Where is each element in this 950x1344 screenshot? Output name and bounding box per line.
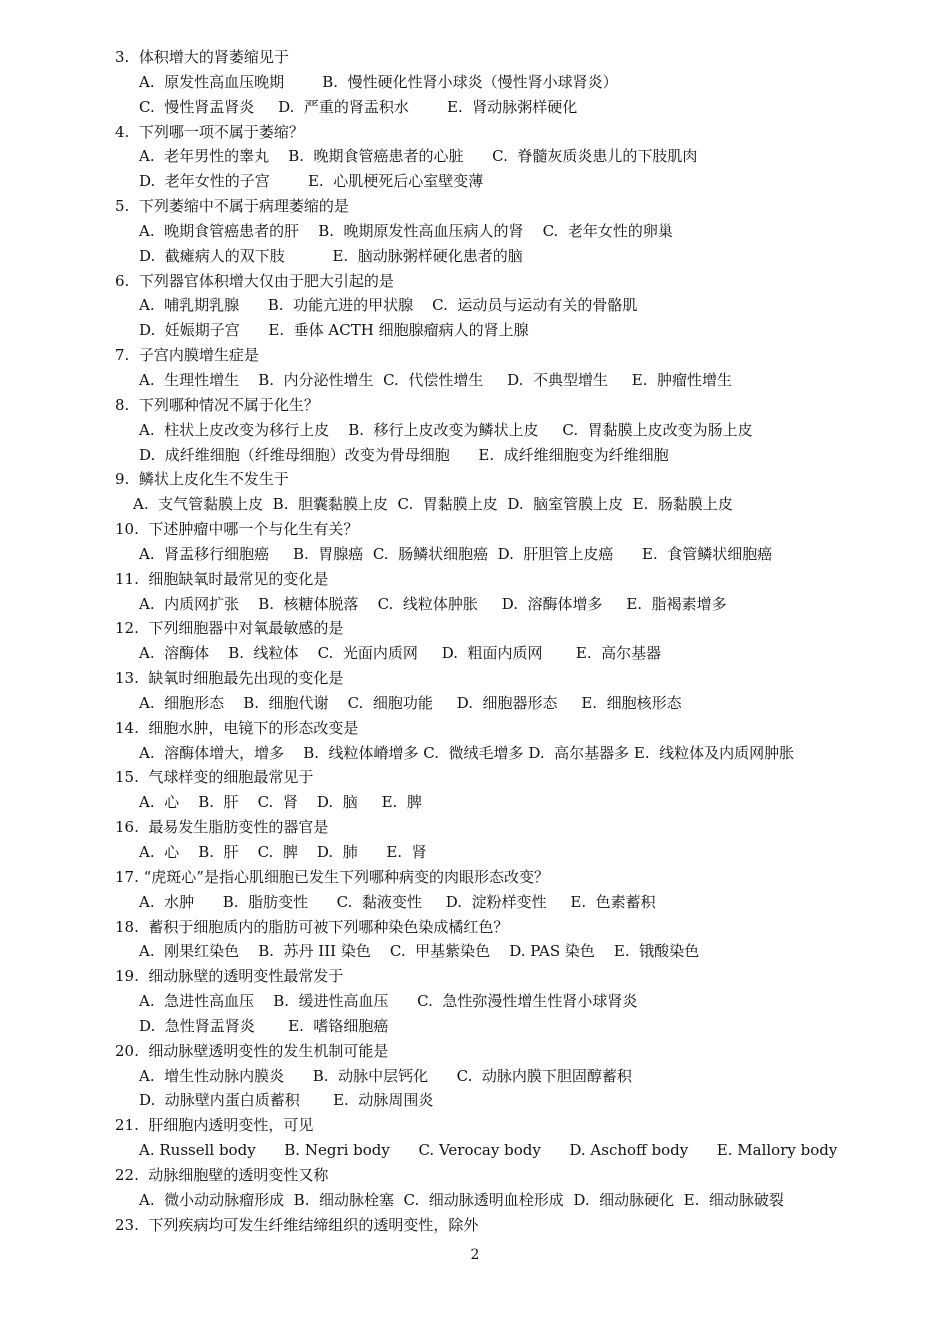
answer-options: C. 慢性肾盂肾炎 D. 严重的肾盂积水 E. 肾动脉粥样硬化	[139, 97, 578, 116]
answer-options: A. 生理性增生 B. 内分泌性增生 C. 代偿性增生 D. 不典型增生 E. 肿瘤性增生	[139, 370, 733, 389]
answer-options: A. 刚果红染色 B. 苏丹 III 染色 C. 甲基紫染色 D. PAS 染色 E. 锇酸染色	[139, 942, 700, 961]
answer-options: A. 急进性高血压 B. 缓进性高血压 C. 急性弥漫性增生性肾小球肾炎	[139, 992, 638, 1011]
answer-options: D. 老年女性的子宫 E. 心肌梗死后心室壁变薄	[139, 172, 484, 191]
answer-options: A. 肾盂移行细胞癌 B. 胃腺癌 C. 肠鳞状细胞癌 D. 肝胆管上皮癌 E. 食管鳞状细胞癌	[139, 544, 773, 563]
answer-options: A. 支气管黏膜上皮 B. 胆囊黏膜上皮 C. 胃黏膜上皮 D. 脑室管膜上皮 E. 肠黏膜上皮	[133, 495, 733, 514]
question-stem: 15. 气球样变的细胞最常见于	[115, 768, 314, 787]
answer-options: A. 柱状上皮改变为移行上皮 B. 移行上皮改变为鳞状上皮 C. 胃黏膜上皮改变为肠上皮	[139, 420, 753, 439]
answer-options: A. 水肿 B. 脂肪变性 C. 黏液变性 D. 淀粉样变性 E. 色素蓄积	[139, 892, 656, 911]
question-stem: 21. 肝细胞内透明变性，可见	[115, 1116, 314, 1135]
question-stem: 9. 鳞状上皮化生不发生于	[115, 470, 289, 489]
question-stem: 20. 细动脉壁透明变性的发生机制可能是	[115, 1041, 389, 1060]
answer-options: A. 心 B. 肝 C. 肾 D. 脑 E. 脾	[139, 793, 422, 812]
answer-options: D. 成纤维细胞（纤维母细胞）改变为骨母细胞 E. 成纤维细胞变为纤维细胞	[139, 445, 669, 464]
question-stem: 22. 动脉细胞壁的透明变性又称	[115, 1165, 329, 1184]
question-stem: 13. 缺氧时细胞最先出现的变化是	[115, 669, 344, 688]
answer-options: A. 晚期食管癌患者的肝 B. 晚期原发性高血压病人的肾 C. 老年女性的卵巢	[139, 221, 673, 240]
question-stem: 7. 子宫内膜增生症是	[115, 346, 259, 365]
question-stem: 17. “虎斑心”是指心肌细胞已发生下列哪种病变的肉眼形态改变？	[115, 867, 549, 886]
question-stem: 12. 下列细胞器中对氧最敏感的是	[115, 619, 344, 638]
answer-options: A. Russell body B. Negri body C. Verocay body D. Aschoff body E. Mallory body	[139, 1141, 838, 1160]
answer-options: D. 动脉壁内蛋白质蓄积 E. 动脉周围炎	[139, 1091, 434, 1110]
answer-options: A. 微小动动脉瘤形成 B. 细动脉栓塞 C. 细动脉透明血栓形成 D. 细动脉硬化 E. 细动脉破裂	[139, 1190, 784, 1209]
answer-options: D. 截瘫病人的双下肢 E. 脑动脉粥样硬化患者的脑	[139, 246, 523, 265]
question-list	[0, 45, 950, 1238]
question-stem: 8. 下列哪种情况不属于化生？	[115, 395, 319, 414]
question-stem: 11. 细胞缺氧时最常见的变化是	[115, 569, 329, 588]
question-stem: 18. 蓄积于细胞质内的脂肪可被下列哪种染色染成橘红色？	[115, 917, 509, 936]
question-stem: 14. 细胞水肿，电镜下的形态改变是	[115, 718, 359, 737]
answer-options: A. 溶酶体增大，增多 B. 线粒体嵴增多 C. 微绒毛增多 D. 高尔基器多 E. 线粒体及内质网肿胀	[139, 743, 795, 762]
question-stem: 23. 下列疾病均可发生纤维结缔组织的透明变性，除外	[115, 1215, 479, 1234]
question-stem: 10. 下述肿瘤中哪一个与化生有关？	[115, 520, 359, 539]
question-stem: 4. 下列哪一项不属于萎缩？	[115, 122, 304, 141]
answer-options: A. 老年男性的睾丸 B. 晚期食管癌患者的心脏 C. 脊髓灰质炎患儿的下肢肌肉	[139, 147, 698, 166]
question-stem: 6. 下列器官体积增大仅由于肥大引起的是	[115, 271, 394, 290]
answer-options: D. 急性肾盂肾炎 E. 嗜铬细胞癌	[139, 1016, 389, 1035]
answer-options: A. 心 B. 肝 C. 脾 D. 肺 E. 肾	[139, 843, 427, 861]
answer-options: D. 妊娠期子宫 E. 垂体 ACTH 细胞腺瘤病人的肾上腺	[139, 321, 529, 340]
answer-options: A. 细胞形态 B. 细胞代谢 C. 细胞功能 D. 细胞器形态 E. 细胞核形态	[139, 693, 682, 712]
question-stem: 16. 最易发生脂肪变性的器官是	[115, 818, 329, 837]
answer-options: A. 增生性动脉内膜炎 B. 动脉中层钙化 C. 动脉内膜下胆固醇蓄积	[139, 1066, 632, 1085]
answer-options: A. 溶酶体 B. 线粒体 C. 光面内质网 D. 粗面内质网 E. 高尔基器	[139, 644, 662, 663]
answer-options: A. 原发性高血压晚期 B. 慢性硬化性肾小球炎（慢性肾小球肾炎）	[139, 72, 618, 91]
question-stem: 19. 细动脉壁的透明变性最常发于	[115, 967, 344, 986]
question-stem: 5. 下列萎缩中不属于病理萎缩的是	[115, 197, 349, 216]
answer-options: A. 内质网扩张 B. 核糖体脱落 C. 线粒体肿胀 D. 溶酶体增多 E. 脂褐素增多	[139, 594, 727, 613]
page-number: 2	[470, 1247, 480, 1263]
answer-options: A. 哺乳期乳腺 B. 功能亢进的甲状腺 C. 运动员与运动有关的骨骼肌	[139, 296, 638, 315]
question-stem: 3. 体积增大的肾萎缩见于	[115, 48, 289, 66]
